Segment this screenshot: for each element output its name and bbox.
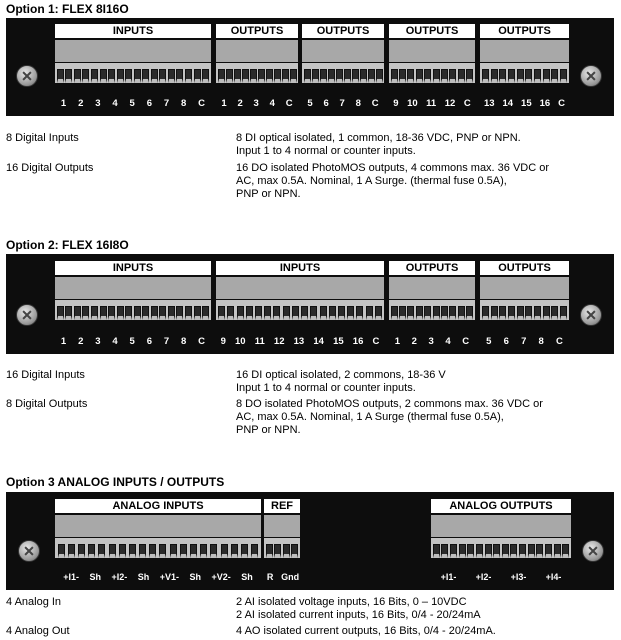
pin-label: 1 [60, 98, 67, 109]
terminal-cell [450, 544, 457, 558]
terminal-cell [310, 306, 317, 320]
option2-row-2-desc: 8 DO isolated PhotoMOS outputs, 2 commons max. 36 VDC or AC, max 0.5A. Nominal, 1 A Surge (thermal fuse 0.5A), PNP or NPN. [236, 398, 543, 436]
terminal-cell [320, 69, 327, 83]
option3-group-analog-inputs [55, 499, 261, 561]
option2-title: Option 2: FLEX 16I8O [6, 238, 129, 252]
terminal-cell [266, 544, 273, 558]
pin-label: +I2- [475, 572, 492, 582]
terminal-cell [525, 306, 532, 320]
terminal-cell [134, 306, 141, 320]
terminal-cell [329, 306, 336, 320]
terminal-cell [399, 306, 406, 320]
pin-label: 7 [339, 98, 345, 109]
terminal-cell [534, 69, 541, 83]
pin-label: 3 [95, 336, 101, 347]
terminal-cell [441, 69, 448, 83]
option3-row-2-desc: 4 AO isolated current outputs, 16 Bits, 0/4 - 20/24mA. [236, 625, 496, 637]
terminal-cell [241, 544, 248, 558]
terminal-cell [159, 69, 166, 83]
pin-label: C [558, 98, 565, 109]
pin-label: 12 [273, 336, 285, 347]
pin-label: 3 [253, 98, 259, 109]
terminal-cell [234, 69, 241, 83]
pin-label: 6 [146, 336, 152, 347]
pin-label: 13 [483, 98, 495, 109]
pin-label: 12 [444, 98, 456, 109]
terminal-cell [134, 69, 141, 83]
pin-label: 5 [129, 98, 135, 109]
pin-label: 5 [307, 98, 313, 109]
terminal-cell [562, 544, 569, 558]
pin-label: 4 [112, 336, 118, 347]
pin-label: 5 [486, 336, 492, 347]
terminal-cell [476, 544, 483, 558]
terminal-cell [291, 544, 298, 558]
terminal-cell [170, 544, 177, 558]
terminal-cell [264, 306, 271, 320]
terminal-cell [441, 544, 448, 558]
pin-label: +I1- [63, 572, 79, 582]
pin-label: 6 [323, 98, 329, 109]
pin-label: C [463, 98, 471, 109]
pin-label: 7 [163, 336, 170, 347]
terminal-cell [543, 306, 550, 320]
terminal-cell [151, 69, 158, 83]
pin-label: 4 [269, 98, 275, 109]
option1-group-outputs-4 [480, 24, 569, 86]
option1-group-inputs [55, 24, 211, 86]
screw-icon [580, 304, 602, 326]
option2-group-outputs-1 [389, 261, 475, 323]
group-label: ANALOG OUTPUTS [431, 499, 571, 513]
terminal-cell [176, 306, 183, 320]
terminal-cell [159, 306, 166, 320]
pin-label: 6 [146, 98, 152, 109]
option3-row-2-name: 4 Analog Out [6, 625, 70, 637]
terminal-cell [283, 306, 290, 320]
terminal-cell [142, 306, 149, 320]
screw-icon [580, 65, 602, 87]
pin-label: 6 [503, 336, 509, 347]
pin-label: 3 [428, 336, 434, 347]
terminal-cell [534, 306, 541, 320]
option1-panel [6, 18, 614, 116]
option2-row-2-name: 8 Digital Outputs [6, 398, 88, 410]
terminal-cell [304, 69, 311, 83]
terminal-cell [227, 306, 234, 320]
terminal-cell [449, 69, 456, 83]
terminal-cell [237, 306, 244, 320]
group-label: OUTPUTS [480, 24, 569, 38]
terminal-block [55, 538, 261, 558]
pin-label: R [266, 572, 274, 582]
terminal-cell [517, 306, 524, 320]
terminal-cell [551, 69, 558, 83]
group-label: REF [264, 499, 300, 513]
terminal-cell [328, 69, 335, 83]
terminal-cell [320, 306, 327, 320]
terminal-block [55, 300, 211, 320]
terminal-cell [347, 306, 354, 320]
terminal-cell [210, 544, 217, 558]
terminal-cell [560, 69, 567, 83]
terminal-cell [185, 306, 192, 320]
terminal-cell [391, 69, 398, 83]
terminal-cell [554, 544, 561, 558]
terminal-cell [510, 544, 517, 558]
terminal-cell [274, 69, 281, 83]
terminal-cell [142, 69, 149, 83]
pin-label: 10 [407, 98, 418, 109]
pin-label: Gnd [281, 572, 300, 582]
pin-label: 16 [352, 336, 364, 347]
pin-label: 15 [333, 336, 344, 347]
terminal-cell [190, 544, 197, 558]
terminal-cell [125, 69, 132, 83]
terminal-cell [91, 306, 98, 320]
terminal-cell [467, 544, 474, 558]
option2-group-outputs-2 [480, 261, 569, 323]
option3-pins-0 [58, 572, 258, 582]
terminal-cell [290, 69, 297, 83]
terminal-cell [338, 306, 345, 320]
pin-label: 2 [237, 98, 243, 109]
terminal-cell [458, 306, 465, 320]
option3-panel [6, 492, 614, 590]
terminal-cell [202, 306, 209, 320]
group-label: OUTPUTS [389, 24, 475, 38]
terminal-cell [416, 69, 423, 83]
option3-row-1-desc: 2 AI isolated voltage inputs, 16 Bits, 0 – 10VDC 2 AI isolated current inputs, 16 Bits, 0/4 - 20/24mA [236, 596, 481, 621]
terminal-cell [176, 69, 183, 83]
terminal-cell [360, 69, 367, 83]
terminal-cell [502, 544, 509, 558]
terminal-cell [352, 69, 359, 83]
terminal-cell [108, 306, 115, 320]
terminal-cell [242, 69, 249, 83]
terminal-block [264, 538, 300, 558]
terminal-cell [376, 69, 383, 83]
screw-icon [18, 540, 40, 562]
pin-label: 11 [426, 98, 437, 109]
option1-title: Option 1: FLEX 8I16O [6, 2, 129, 16]
pin-label: Sh [241, 572, 253, 582]
terminal-block [302, 63, 384, 83]
terminal-cell [499, 69, 506, 83]
pin-label: C [285, 98, 293, 109]
terminal-cell [168, 306, 175, 320]
pin-label: 8 [181, 98, 187, 109]
pin-label: C [198, 98, 206, 109]
terminal-cell [88, 544, 95, 558]
terminal-cell [82, 306, 89, 320]
group-label: INPUTS [55, 261, 211, 275]
option3-row-1-name: 4 Analog In [6, 596, 62, 608]
option1-pins-4 [480, 98, 569, 109]
pin-label: +I3- [510, 572, 527, 582]
terminal-cell [344, 69, 351, 83]
pin-label: +I2- [111, 572, 128, 582]
terminal-cell [258, 69, 265, 83]
pin-label: C [198, 336, 206, 347]
terminal-cell [98, 544, 105, 558]
terminal-cell [458, 69, 465, 83]
terminal-cell [466, 306, 473, 320]
pin-label: 9 [393, 98, 399, 109]
option2-pins-2 [389, 336, 475, 347]
pin-label: 2 [78, 336, 84, 347]
option2-group-inputs-1 [55, 261, 211, 323]
terminal-block [55, 63, 211, 83]
terminal-cell [266, 69, 273, 83]
terminal-cell [528, 544, 535, 558]
pin-label: +I4- [545, 572, 562, 582]
terminal-cell [100, 69, 107, 83]
pin-label: +V2- [211, 572, 231, 582]
option1-row-2-name: 16 Digital Outputs [6, 162, 94, 174]
terminal-cell [149, 544, 156, 558]
terminal-cell [517, 69, 524, 83]
terminal-cell [185, 69, 192, 83]
terminal-block [216, 300, 384, 320]
terminal-cell [180, 544, 187, 558]
terminal-cell [151, 306, 158, 320]
pin-label: 10 [235, 336, 246, 347]
option1-pins-3 [389, 98, 475, 109]
terminal-cell [226, 69, 233, 83]
pin-label: 4 [445, 336, 451, 347]
pin-label: 11 [254, 336, 265, 347]
terminal-cell [117, 69, 124, 83]
option1-pins-1 [216, 98, 298, 109]
terminal-cell [91, 69, 98, 83]
pin-label: 2 [411, 336, 417, 347]
terminal-cell [273, 306, 280, 320]
pin-label: 8 [355, 98, 361, 109]
pin-label: 16 [539, 98, 551, 109]
pin-label: Sh [89, 572, 101, 582]
terminal-cell [407, 69, 414, 83]
option2-panel [6, 254, 614, 354]
terminal-cell [65, 306, 72, 320]
terminal-cell [125, 306, 132, 320]
terminal-cell [78, 544, 85, 558]
terminal-cell [485, 544, 492, 558]
option1-pins-0 [55, 98, 211, 109]
terminal-cell [399, 69, 406, 83]
terminal-cell [433, 69, 440, 83]
terminal-cell [441, 306, 448, 320]
terminal-cell [139, 544, 146, 558]
terminal-cell [168, 69, 175, 83]
terminal-cell [391, 306, 398, 320]
screw-icon [16, 65, 38, 87]
terminal-cell [221, 544, 228, 558]
terminal-cell [274, 544, 281, 558]
terminal-cell [292, 306, 299, 320]
terminal-cell [416, 306, 423, 320]
screw-icon [582, 540, 604, 562]
terminal-cell [375, 306, 382, 320]
terminal-cell [218, 306, 225, 320]
option2-pins-0 [55, 336, 211, 347]
terminal-cell [251, 544, 258, 558]
group-label: OUTPUTS [389, 261, 475, 275]
terminal-cell [194, 69, 201, 83]
group-label: ANALOG INPUTS [55, 499, 261, 513]
pin-label: 5 [129, 336, 135, 347]
terminal-block [480, 300, 569, 320]
terminal-cell [255, 306, 262, 320]
terminal-cell [301, 306, 308, 320]
terminal-cell [283, 544, 290, 558]
terminal-cell [74, 306, 81, 320]
group-label: OUTPUTS [216, 24, 298, 38]
terminal-block [389, 300, 475, 320]
option2-pins-1 [216, 336, 384, 347]
option1-group-outputs-1 [216, 24, 298, 86]
terminal-cell [117, 306, 124, 320]
terminal-cell [459, 544, 466, 558]
terminal-cell [508, 306, 515, 320]
terminal-cell [407, 306, 414, 320]
terminal-cell [82, 69, 89, 83]
option1-row-2-desc: 16 DO isolated PhotoMOS outputs, 4 commons max. 36 VDC or AC, max 0.5A. Nominal, 1 A Surge. (thermal fuse 0.5A), PNP or NPN. [236, 162, 550, 200]
option3-pins-2 [431, 572, 571, 582]
pin-label: 13 [293, 336, 305, 347]
pin-label: +I1- [440, 572, 457, 582]
terminal-cell [108, 69, 115, 83]
option2-pins-3 [480, 336, 569, 347]
pin-label: 1 [394, 336, 401, 347]
pin-label: 3 [95, 98, 101, 109]
terminal-cell [491, 69, 498, 83]
pin-label: 15 [521, 98, 532, 109]
option1-group-outputs-3 [389, 24, 475, 86]
terminal-block [480, 63, 569, 83]
pin-label: 9 [220, 336, 226, 347]
terminal-cell [194, 306, 201, 320]
pin-label: 14 [502, 98, 514, 109]
group-label: INPUTS [216, 261, 384, 275]
option3-pins-1 [263, 572, 303, 582]
terminal-cell [499, 306, 506, 320]
terminal-cell [100, 306, 107, 320]
terminal-cell [536, 544, 543, 558]
terminal-cell [491, 306, 498, 320]
terminal-cell [424, 69, 431, 83]
terminal-cell [119, 544, 126, 558]
terminal-cell [250, 69, 257, 83]
terminal-cell [482, 306, 489, 320]
terminal-cell [58, 544, 65, 558]
terminal-cell [57, 69, 64, 83]
group-label: OUTPUTS [302, 24, 384, 38]
pin-label: Sh [137, 572, 150, 582]
option2-row-1-name: 16 Digital Inputs [6, 369, 85, 381]
pin-label: 14 [313, 336, 324, 347]
pin-label: 4 [112, 98, 118, 109]
pin-label: 7 [163, 98, 170, 109]
terminal-cell [200, 544, 207, 558]
terminal-cell [366, 306, 373, 320]
pin-label: C [556, 336, 563, 347]
terminal-cell [433, 544, 440, 558]
option2-group-inputs-2 [216, 261, 384, 323]
terminal-cell [68, 544, 75, 558]
option3-group-ref [264, 499, 300, 561]
terminal-cell [368, 69, 375, 83]
terminal-cell [57, 306, 64, 320]
terminal-block [216, 63, 298, 83]
pin-label: 8 [181, 336, 187, 347]
screw-icon [16, 304, 38, 326]
option1-pins-2 [302, 98, 384, 109]
terminal-block [431, 538, 571, 558]
pin-label: Sh [189, 572, 201, 582]
option1-row-1-name: 8 Digital Inputs [6, 132, 79, 144]
terminal-cell [424, 306, 431, 320]
pin-label: C [371, 98, 379, 109]
terminal-cell [482, 69, 489, 83]
terminal-cell [508, 69, 515, 83]
terminal-cell [109, 544, 116, 558]
terminal-cell [543, 69, 550, 83]
terminal-cell [65, 69, 72, 83]
group-label: OUTPUTS [480, 261, 569, 275]
terminal-cell [312, 69, 319, 83]
terminal-cell [202, 69, 209, 83]
group-label: INPUTS [55, 24, 211, 38]
terminal-cell [246, 306, 253, 320]
terminal-cell [519, 544, 526, 558]
pin-label: 8 [538, 336, 544, 347]
option3-title: Option 3 ANALOG INPUTS / OUTPUTS [6, 475, 225, 489]
terminal-cell [282, 69, 289, 83]
pin-label: 2 [78, 98, 84, 109]
terminal-block [389, 63, 475, 83]
terminal-cell [74, 69, 81, 83]
pin-label: 7 [521, 336, 527, 347]
terminal-cell [545, 544, 552, 558]
terminal-cell [525, 69, 532, 83]
pin-label: +V1- [159, 572, 179, 582]
pin-label: 1 [221, 98, 227, 109]
terminal-cell [336, 69, 343, 83]
terminal-cell [356, 306, 363, 320]
option1-row-1-desc: 8 DI optical isolated, 1 common, 18-36 VDC, PNP or NPN. Input 1 to 4 normal or counter inputs. [236, 132, 521, 157]
option3-group-analog-outputs [431, 499, 571, 561]
pin-label: C [462, 336, 470, 347]
terminal-cell [560, 306, 567, 320]
option2-row-1-desc: 16 DI optical isolated, 2 commons, 18-36 V Input 1 to 4 normal or counter inputs. [236, 369, 446, 394]
pin-label: C [372, 336, 380, 347]
terminal-cell [493, 544, 500, 558]
terminal-cell [159, 544, 166, 558]
terminal-cell [433, 306, 440, 320]
terminal-cell [129, 544, 136, 558]
terminal-cell [466, 69, 473, 83]
terminal-cell [231, 544, 238, 558]
terminal-cell [551, 306, 558, 320]
option1-group-outputs-2 [302, 24, 384, 86]
terminal-cell [218, 69, 225, 83]
pin-label: 1 [60, 336, 67, 347]
terminal-cell [449, 306, 456, 320]
